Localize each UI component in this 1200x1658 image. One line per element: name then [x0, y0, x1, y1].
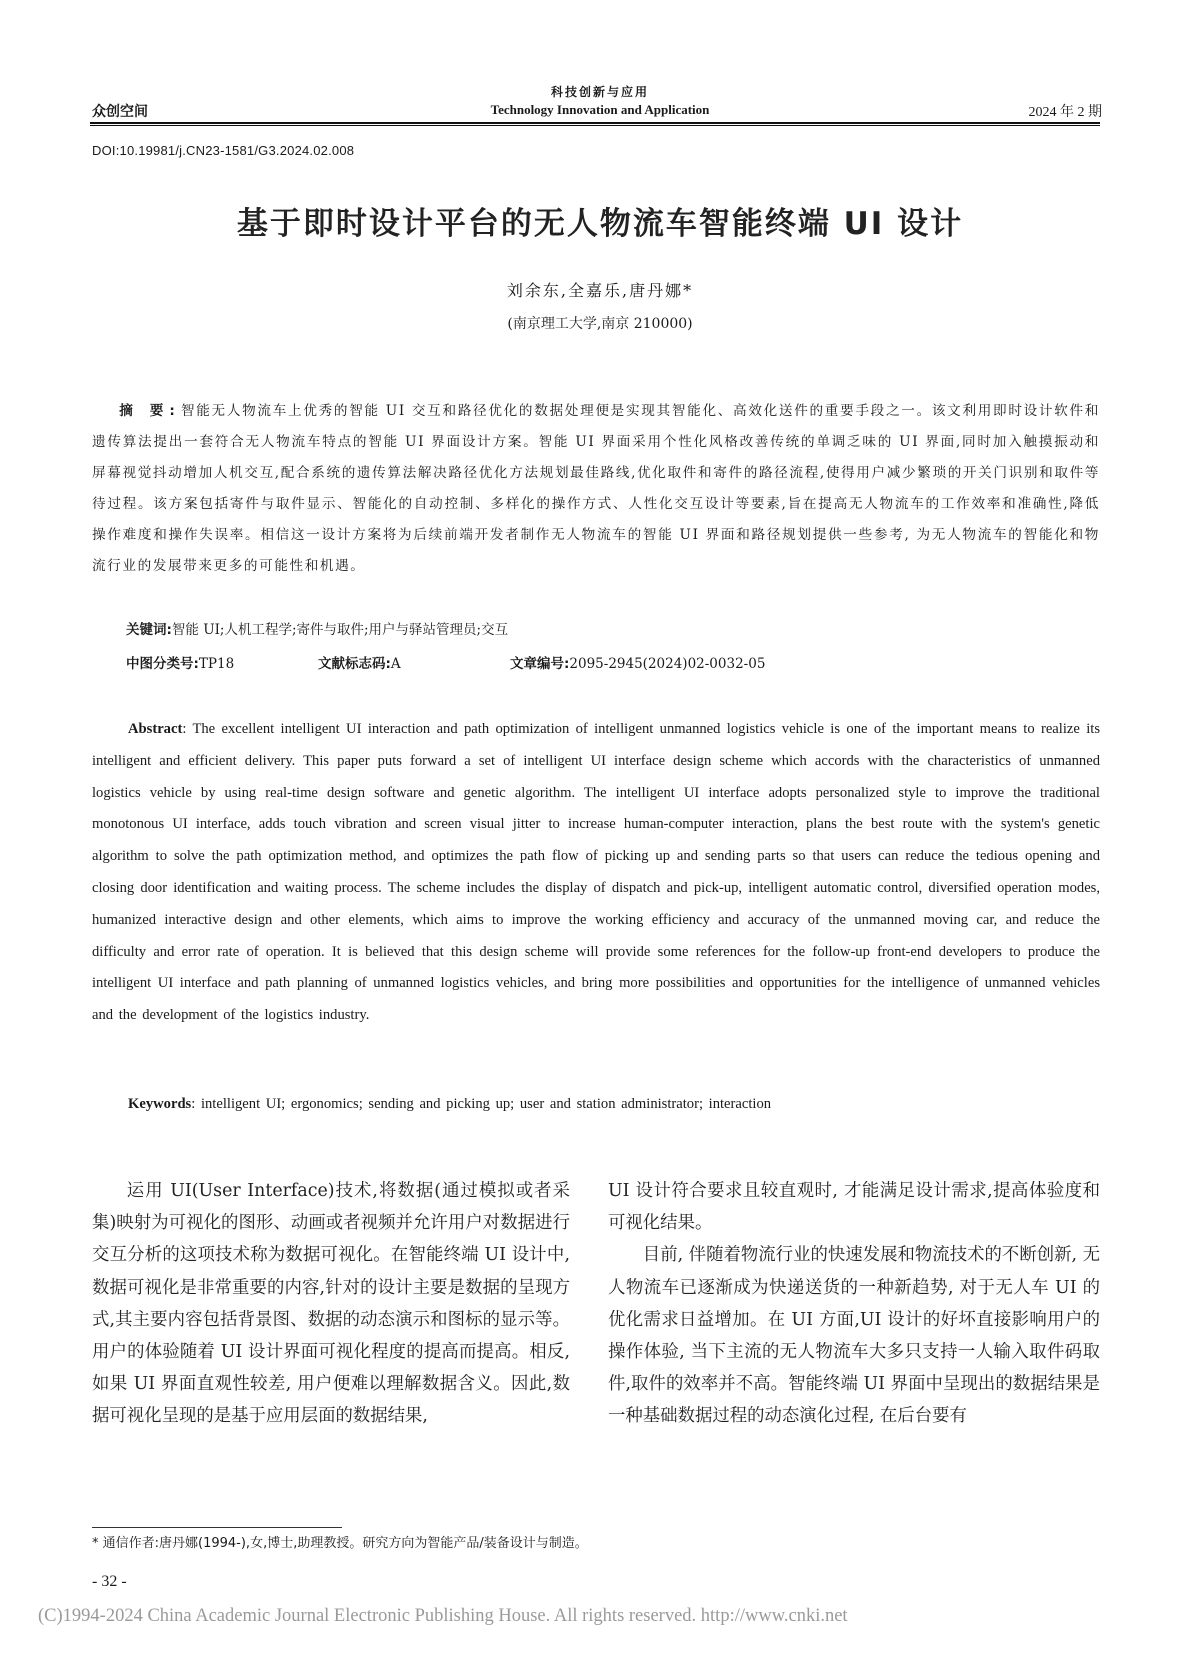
journal-name-cn: 科技创新与应用	[550, 85, 649, 99]
doc-code-value: A	[390, 656, 401, 672]
body-paragraph: 运用 UI(User Interface)技术,将数据(通过模拟或者采集)映射为可视化的图形、动画或者视频并允许用户对数据进行交互分析的这项技术称为数据可视化。在智能终端 UI 设计中, 数据可视化是非常重要的内容,针对的设计主要是数据的呈现方式,其主要内容包括背景图、数据的动态演示和图标的显示等。用户的体验随着 UI 设计界面可视化程度的提高而提高。相反,如果 UI 界面直观性较差, 用户便难以理解数据含义。因此,数据可视化呈现的是基于应用层面的数据结果,	[92, 1181, 570, 1427]
clc-value: TP18	[198, 656, 235, 672]
body-column-left	[92, 1175, 570, 1433]
authors: 刘余东,全嘉乐,唐丹娜*	[506, 281, 694, 300]
keywords-cn	[126, 618, 508, 638]
abstract-cn-label: 摘 要:	[119, 403, 181, 419]
footnote-divider	[92, 1527, 342, 1528]
keywords-en-label: Keywords	[128, 1096, 192, 1112]
keywords-en-text: : intelligent UI; ergonomics; sending and picking up; user and station administrator; interaction	[191, 1096, 772, 1112]
body-paragraph: 目前, 伴随着物流行业的快速发展和物流技术的不断创新, 无人物流车已逐渐成为快递送货的一种新趋势, 对于无人车 UI 的优化需求日益增加。在 UI 方面,UI 设计的好坏直接影响用户的操作体验, 当下主流的无人物流车大多只支持一人输入取件码取件,取件的效率并不高。智能终端 UI 界面中呈现出的数据结果是一种基础数据过程的动态演化过程, 在后台要有	[608, 1245, 1100, 1427]
journal-name-en: Technology Innovation and Application	[490, 102, 710, 117]
body-paragraph: UI 设计符合要求且较直观时, 才能满足设计需求,提高体验度和可视化结果。	[608, 1181, 1100, 1234]
copyright-watermark: (C)1994-2024 China Academic Journal Electronic Publishing House. All rights reserved. http://www.cnki.net	[38, 1606, 848, 1626]
clc-number	[126, 652, 234, 672]
keywords-en	[128, 1096, 771, 1113]
header-divider	[90, 122, 1100, 126]
keywords-cn-label: 关键词:	[126, 622, 172, 638]
abstract-cn	[92, 396, 1100, 582]
abstract-en-label: Abstract	[128, 721, 183, 737]
page-number: - 32 -	[92, 1573, 127, 1590]
article-number	[510, 652, 765, 672]
doc-code-label: 文献标志码:	[318, 656, 391, 672]
issue-label: 2024 年 2 期	[1028, 105, 1102, 120]
abstract-cn-text: 智能无人物流车上优秀的智能 UI 交互和路径优化的数据处理便是实现其智能化、高效化送件的重要手段之一。该文利用即时设计软件和遗传算法提出一套符合无人物流车特点的智能 UI 界面设计方案。智能 UI 界面采用个性化风格改善传统的单调乏味的 UI 界面,同时加入触摸振动和屏幕视觉抖动增加人机交互,配合系统的遗传算法解决路径优化方法规划最佳路线,优化取件和寄件的路径流程,使得用户减少繁琐的开关门识别和取件等待过程。该方案包括寄件与取件显示、智能化的自动控制、多样化的操作方式、人性化交互设计等要素,旨在提高无人物流车的工作效率和准确性,降低操作难度和操作失误率。相信这一设计方案将为后续前端开发者制作无人物流车的智能 UI 界面和路径规划提供一些参考, 为无人物流车的智能化和物流行业的发展带来更多的可能性和机遇。	[92, 403, 1101, 574]
doi[interactable]: DOI:10.19981/j.CN23-1581/G3.2024.02.008	[92, 143, 355, 158]
document-code	[318, 652, 401, 672]
clc-label: 中图分类号:	[126, 656, 199, 672]
body-column-right	[608, 1175, 1100, 1433]
affiliation: (南京理工大学,南京 210000)	[507, 316, 693, 332]
abstract-en	[92, 714, 1100, 1032]
paper-title: 基于即时设计平台的无人物流车智能终端 UI 设计	[236, 206, 964, 242]
article-no-value: 2095-2945(2024)02-0032-05	[569, 656, 766, 672]
abstract-en-text: : The excellent intelligent UI interaction and path optimization of intelligent unmanned logistics vehicle is one of the important means to realize its intelligent and efficient delivery. This paper puts forward a set of intelligent UI interface design scheme which accords with the characteristics of unmanned logistics vehicle by using real-time design software and genetic algorithm. The intelligent UI interface adopts personalized style to improve the traditional monotonous UI interface, adds touch vibration and screen visual jitter to increase human-computer interaction, plans the best route with the system's genetic algorithm to solve the path optimization method, and optimizes the path flow of picking up and sending parts so that users can reduce the tedious opening and closing door identification and waiting process. The scheme includes the display of dispatch and pick-up, intelligent automatic control, diversified operation modes, humanized interactive design and other elements, which aims to improve the working efficiency and accuracy of the unmanned moving car, and reduce the difficulty and error rate of operation. It is believed that this design scheme will provide some references for the follow-up front-end developers to produce the intelligent UI interface and path planning of unmanned logistics vehicles, and bring more possibilities and opportunities for the intelligence of unmanned vehicles and the development of the logistics industry.	[92, 721, 1100, 1024]
corresponding-author-footnote: * 通信作者:唐丹娜(1994-),女,博士,助理教授。研究方向为智能产品/装备设计与制造。	[92, 1536, 588, 1551]
article-no-label: 文章编号:	[510, 656, 570, 672]
section-label: 众创空间	[92, 104, 148, 120]
keywords-cn-text: 智能 UI;人机工程学;寄件与取件;用户与驿站管理员;交互	[171, 622, 509, 638]
